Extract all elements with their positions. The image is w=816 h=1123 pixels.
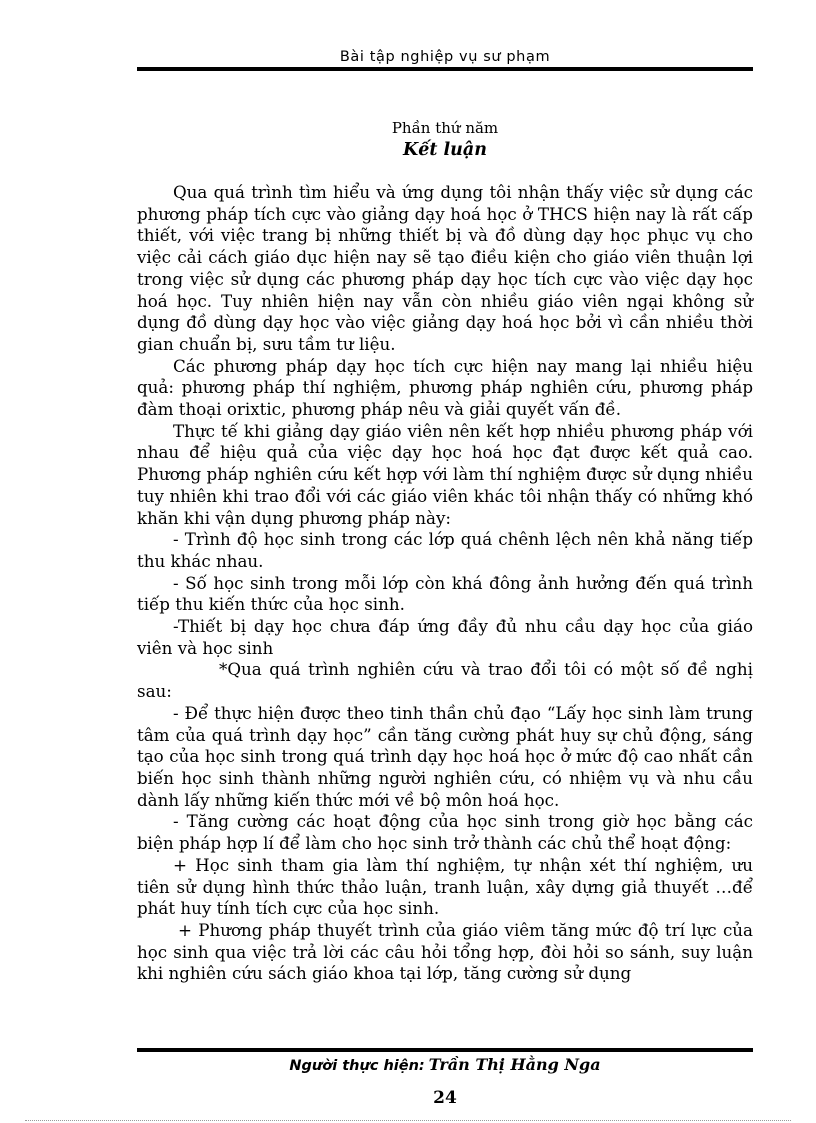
page-break-divider: [25, 1120, 791, 1121]
footer-rule: [137, 1048, 753, 1052]
paragraph: Qua quá trình tìm hiểu và ứng dụng tôi nhận thấy việc sử dụng các phương pháp tích cực vào giảng dạy hoá học ở THCS hiện nay là rất cấp thiết, với việc trang bị những thiết bị và đồ dùng dạy học phục vụ cho việc cải cách giáo dục hiện nay sẽ tạo điều kiện cho giáo viên thuận lợi trong việc sử dụng các phương pháp dạy học tích cực vào việc dạy học hoá học. Tuy nhiên hiện nay vẫn còn nhiều giáo viên ngại không sử dụng đồ dùng dạy học vào việc giảng dạy hoá học bởi vì cần nhiều thời gian chuẩn bị, sưu tầm tư liệu.: [137, 182, 753, 354]
paragraph: Thực tế khi giảng dạy giáo viên nên kết hợp nhiều phương pháp với nhau để hiệu quả của việc dạy học hoá học đạt được kết quả cao. Phương pháp nghiên cứu kết hợp với làm thí nghiệm được sử dụng nhiều tuy nhiên khi trao đổi với các giáo viên khác tôi nhận thấy có những khó khăn khi vận dụng phương pháp này:: [137, 420, 753, 528]
list-item: - Tăng cường các hoạt động của học sinh trong giờ học bằng các biện pháp hợp lí để làm cho học sinh trở thành các chủ thể hoạt động:: [137, 811, 753, 854]
body-text: [137, 182, 753, 985]
paragraph: Các phương pháp dạy học tích cực hiện nay mang lại nhiều hiệu quả: phương pháp thí nghiệm, phương pháp nghiên cứu, phương pháp đàm thoại orixtic, phương pháp nêu và giải quyết vấn đề.: [137, 355, 753, 420]
section-label: Phần thứ năm: [391, 119, 499, 137]
list-item: - Trình độ học sinh trong các lớp quá chênh lệch nên khả năng tiếp thu khác nhau.: [137, 529, 753, 571]
list-item: - Để thực hiện được theo tinh thần chủ đạo “Lấy học sinh làm trung tâm của quá trình dạy học” cần tăng cường phát huy sự chủ động, sáng tạo của học sinh trong quá trình dạy học hoá học ở mức độ cao nhất cần biến học sinh thành những người nghiên cứu, có nhiệm vụ và nhu cầu dành lấy những kiến thức mới về bộ môn hoá học.: [137, 702, 753, 810]
list-item: + Học sinh tham gia làm thí nghiệm, tự nhận xét thí nghiệm, ưu tiên sử dụng hình thức thảo luận, tranh luận, xây dựng giả thuyết …để phát huy tính tích cực của học sinh.: [137, 854, 753, 919]
header-rule: [137, 67, 753, 71]
list-item: - Số học sinh trong mỗi lớp còn khá đông ảnh hưởng đến quá trình tiếp thu kiến thức của học sinh.: [137, 572, 753, 615]
list-item: -Thiết bị dạy học chưa đáp ứng đầy đủ nhu cầu dạy học của giáo viên và học sinh: [137, 616, 753, 658]
paragraph: *Qua quá trình nghiên cứu và trao đổi tôi có một số đề nghị sau:: [137, 659, 753, 702]
author-label: Người thực hiện:: [289, 1058, 425, 1074]
section-title: Kết luận: [403, 140, 487, 160]
footer-author: [137, 1055, 753, 1075]
author-name: Trần Thị Hằng Nga: [428, 1055, 601, 1074]
page-number: 24: [433, 1088, 457, 1108]
list-item: + Phương pháp thuyết trình của giáo viêm tăng mức độ trí lực của học sinh qua việc trả lời các câu hỏi tổng hợp, đòi hỏi so sánh, suy luận khi nghiên cứu sách giáo khoa tại lớp, tăng cường sử dụng: [137, 919, 753, 984]
running-header-title: Bài tập nghiệp vụ sư phạm: [339, 49, 551, 65]
